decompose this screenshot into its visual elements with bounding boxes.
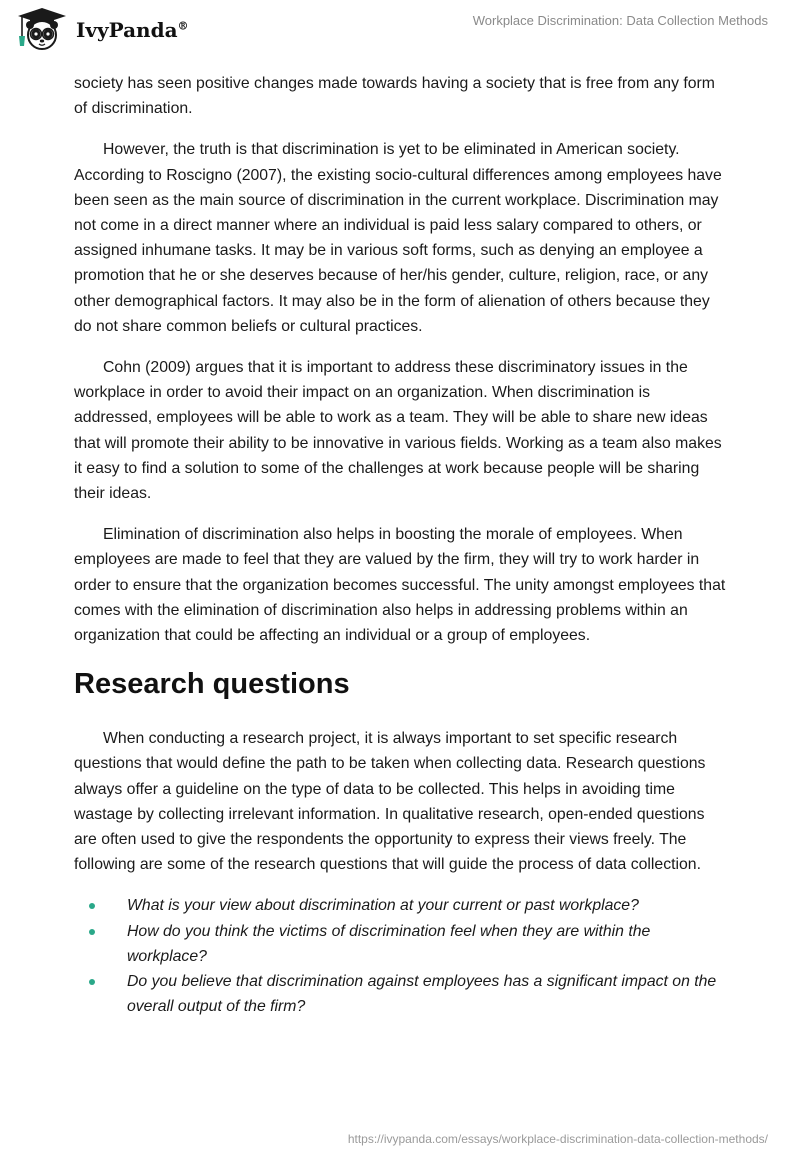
document-title: Workplace Discrimination: Data Collection Methods xyxy=(472,13,768,28)
list-item xyxy=(74,969,726,1019)
essay-body xyxy=(74,71,726,1020)
bullet-icon xyxy=(89,903,95,909)
research-questions-list xyxy=(74,893,726,1019)
list-item xyxy=(74,893,726,918)
source-url[interactable]: https://ivypanda.com/essays/workplace-discrimination-data-collection-methods/ xyxy=(347,1132,768,1146)
question-text: What is your view about discrimination at your current or past workplace? xyxy=(127,897,639,915)
section-heading: Research questions xyxy=(74,668,350,701)
page-header xyxy=(0,0,800,64)
paragraph: However, the truth is that discrimination is yet to be eliminated in American society. According to Roscigno (2007), the existing socio-cultural differences among employees have been seen as the main source of discrimination in the current workplace. Discrimination may not come in a direct manner where an individual is paid less salary compared to others, or assigned inhumane tasks. It may be in various soft forms, such as denying an employee a promotion that he or she deserves because of her/his gender, culture, religion, race, or any other demographical factors. It may also be in the form of alienation of others because they do not share common beliefs or cultural practices. xyxy=(74,141,722,335)
paragraph: Cohn (2009) argues that it is important to address these discriminatory issues in the workplace in order to avoid their impact on an organization. When discrimination is addressed, employees will be able to work as a team. They will be able to share new ideas that will promote their ability to be innovative in various fields. Working as a team also makes it easy to find a solution to some of the challenges at work because people will be sharing their ideas. xyxy=(74,359,722,503)
bullet-icon xyxy=(89,979,95,985)
brand-name: IvyPanda® xyxy=(76,18,189,42)
question-text: Do you believe that discrimination against employees has a significant impact on the overall output of the firm? xyxy=(127,973,717,1016)
paragraph: Elimination of discrimination also helps in boosting the morale of employees. When employees are made to feel that they are valued by the firm, they will try to work harder in order to ensure that the organization becomes successful. The unity amongst employees that comes with the elimination of discrimination also helps in addressing problems within an organization that could be affecting an individual or a group of employees. xyxy=(74,526,726,645)
bullet-icon xyxy=(89,929,95,935)
ivypanda-logo[interactable] xyxy=(14,6,189,52)
paragraph: society has seen positive changes made towards having a society that is free from any form of discrimination. xyxy=(74,75,715,118)
question-text: How do you think the victims of discrimination feel when they are within the workplace? xyxy=(127,922,651,965)
panda-graduate-icon xyxy=(14,6,70,52)
list-item xyxy=(74,919,726,969)
section-intro-paragraph: When conducting a research project, it is always important to set specific research questions that would define the path to be taken when collecting data. Research questions always offer a guideline on the type of data to be collected. This helps in avoiding time wastage by collecting irrelevant information. In qualitative research, open-ended questions are often used to give the respondents the opportunity to express their views freely. The following are some of the research questions that will guide the process of data collection. xyxy=(74,730,706,874)
